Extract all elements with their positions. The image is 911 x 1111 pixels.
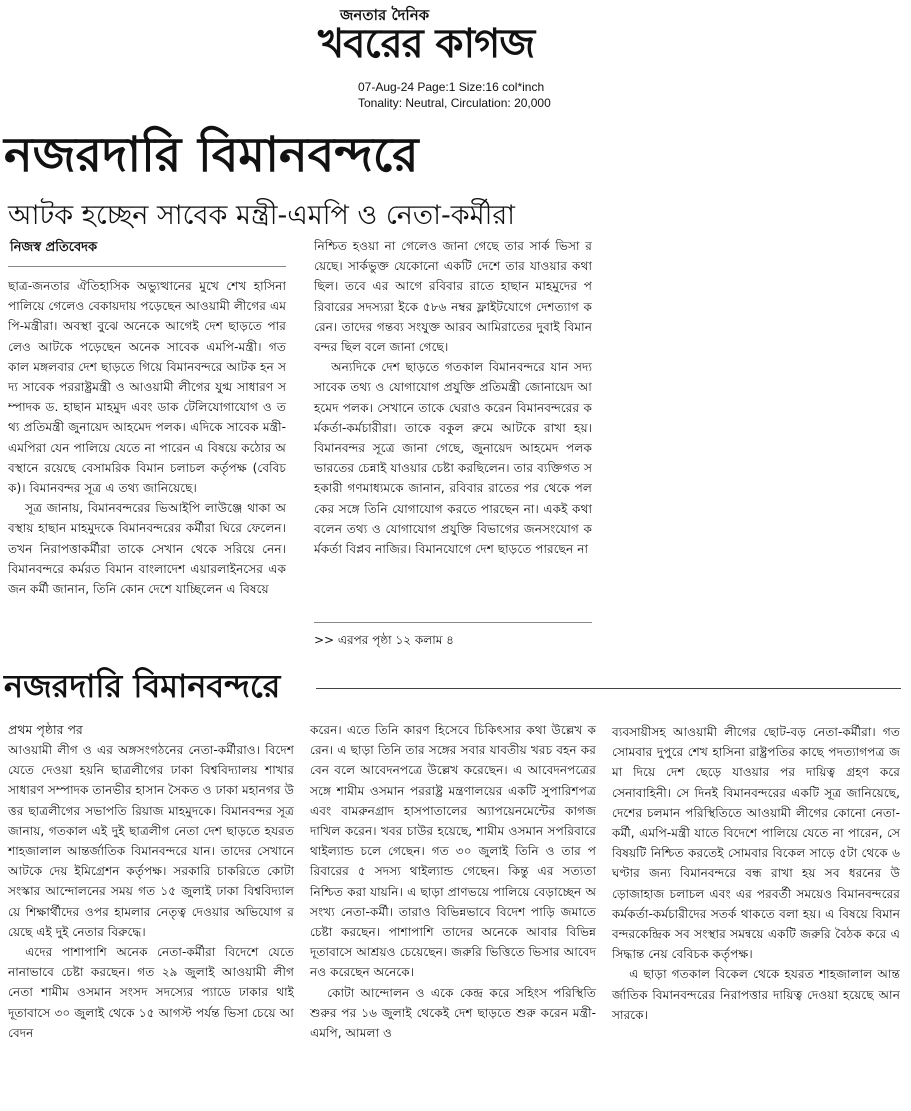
article-paragraph: ব্যবসায়ীসহ আওয়ামী লীগের ছোট-বড় নেতা-কর্মীরা। গত সোমবার দুপুরে শেখ হাসিনা রাষ্ট্রপতির কাছে পদত্যাগপত্র জমা দিয়ে দেশ ছেড়ে যাওয়ার পর দায়িত্ব গ্রহণ করে সেনাবাহিনী। সে দিনই বিমানবন্দরের একটি সূত্র জানিয়েছে, দেশের চলমান পরিস্থিতিতে আওয়ামী লীগের কোনো নেতা-কর্মী, এমপি-মন্ত্রী যাতে বিদেশে পালিয়ে যেতে না পারেন, সে বিষয়টি নিশ্চিত করতেই সোমবার বিকেল সাড়ে ৫টা থেকে ৬ ঘণ্টার জন্য বিমানবন্দরে বন্ধ রাখা হয় সব ধরনের উড়োজাহাজ চলাচল এবং এর পরবর্তী সময়েও বিমানবন্দরের কর্মকর্তা-কর্মচারীদের সতর্ক থাকতে বলা হয়। এ বিষয়ে বিমানবন্দরকেন্দ্রিক সব সংস্থার সমন্বয়ে একটি জরুরি বৈঠক করে এ সিদ্ধান্ত নেয় বেবিচক কর্তৃপক্ষ। (612, 725, 900, 962)
byline-rule (8, 266, 286, 267)
article-subheadline: আটক হচ্ছেন সাবেক মন্ত্রী-এমপি ও নেতা-কর্মীরা (8, 200, 516, 231)
continuation-headline-rule (316, 688, 901, 689)
article-paragraph: অন্যদিকে দেশ ছাড়তে গতকাল বিমানবন্দরে যান সদ্য সাবেক তথ্য ও যোগাযোগ প্রযুক্তি প্রতিমন্ত্রী জোনায়েদ আহমেদ পলক। সেখানে তাকে ঘেরাও করেন বিমানবন্দরের কর্মকর্তা-কর্মচারীরা। তাকে বকুল রুমে আটকে রাখা হয়। বিমানবন্দর সূত্রে জানা গেছে, জুনায়েদ আহমেদ পলক ভারতের চেন্নাই যাওয়ার চেষ্টা করছিলেন। তার ব্যক্তিগত সহকারী গণমাধ্যমকে জানান, রবিবার রাতের পর থেকে পলকের সঙ্গে তিনি যোগাযোগ করতে পারছেন না। একই কথা বলেন তথ্য ও যোগাযোগ প্রযুক্তি বিভাগের জনসংযোগ কর্মকর্তা বিপ্লব নাজির। বিমানযোগে দেশ ছাড়তে পারছেন না (314, 360, 592, 557)
masthead-tagline: জনতার দৈনিক (340, 6, 430, 24)
continuation-headline: নজরদারি বিমানবন্দরে (4, 667, 281, 705)
jump-line: >> এরপর পৃষ্ঠা ১২ কলাম ৪ (314, 633, 454, 647)
continuation-column-2 (310, 720, 596, 1043)
jump-rule (314, 622, 592, 623)
continuation-from-label: প্রথম পৃষ্ঠার পর (8, 722, 83, 737)
clip-meta-line-2: Tonality: Neutral, Circulation: 20,000 (358, 96, 551, 110)
article-paragraph: ছাত্র-জনতার ঐতিহাসিক অভ্যুত্থানের মুখে শেখ হাসিনা পালিয়ে গেলেও বেকায়দায় পড়েছেন আওয়ামী লীগের এমপি-মন্ত্রীরা। অবস্থা বুঝে অনেকে আগেই দেশ ছাড়তে পারলেও আটকে পড়েছেন অনেক সাবেক এমপি-মন্ত্রী। গতকাল মঙ্গলবার দেশ ছাড়তে গিয়ে বিমানবন্দরে আটক হন সদ্য সাবেক পররাষ্ট্রমন্ত্রী ও আওয়ামী লীগের যুগ্ম সাধারণ সম্পাদক ড. হাছান মাহমুদ এবং ডাক টেলিযোগাযোগ ও তথ্য প্রতিমন্ত্রী জুনায়েদ আহমেদ পলক। এদিকে সাবেক মন্ত্রী-এমপিরা যেন পালিয়ে যেতে না পারেন এ বিষয়ে কঠোর অবস্থানে রয়েছে বেসামরিক বিমান চলাচল কর্তৃপক্ষ (বেবিচক)। বিমানবন্দর সূত্র এ তথ্য জানিয়েছে। (8, 279, 286, 496)
article-headline: নজরদারি বিমানবন্দরে (4, 127, 419, 183)
masthead-name: খবরের কাগজ (318, 21, 535, 67)
article-byline: নিজস্ব প্রতিবেদক (10, 240, 98, 255)
article-paragraph: কোটা আন্দোলন ও একে কেন্দ্র করে সহিংস পরিস্থিতি শুরুর পর ১৬ জুলাই থেকেই দেশ ছাড়তে শুরু করেন মন্ত্রী-এমপি, আমলা ও (310, 985, 596, 1041)
article-paragraph: আওয়ামী লীগ ও এর অঙ্গসংগঠনের নেতা-কর্মীরাও। বিদেশ যেতে দেওয়া হয়নি ছাত্রলীগের ঢাকা বিশ্ববিদ্যালয় শাখার সাধারণ সম্পাদক তানভীর হাসান সৈকত ও ঢাকা মহানগর উত্তর ছাত্রলীগের সভাপতি রিয়াজ মাহমুদকে। বিমানবন্দর সূত্র জানায়, গতকাল এই দুই ছাত্রলীগ নেতা দেশ ছাড়তে হযরত শাহজালাল আন্তর্জাতিক বিমানবন্দরে যান। তাদের সেখানে আটকে দেয় ইমিগ্রেশন কর্তৃপক্ষ। সরকারি চাকরিতে কোটা সংস্কার আন্দোলনের সময় গত ১৫ জুলাই ঢাকা বিশ্ববিদ্যালয়ে শিক্ষার্থীদের ওপর হামলার নেতৃত্ব দেওয়ার অভিযোগ রয়েছে এই দুই নেতার বিরুদ্ধে। (8, 743, 294, 939)
article-paragraph: সূত্র জানায়, বিমানবন্দরের ভিআইপি লাউঞ্জে থাকা অবস্থায় হাছান মাহমুদকে বিমানবন্দরের কর্মীরা ঘিরে ফেলেন। তখন নিরাপত্তাকর্মীরা তাকে সেখান থেকে সরিয়ে নেন। বিমানবন্দরে কর্মরত বিমান বাংলাদেশ এয়ারলাইনসের একজন কর্মী জানান, তিনি কোন দেশে যাচ্ছিলেন এ বিষয়ে (8, 501, 286, 597)
article-paragraph: এদের পাশাপাশি অনেক নেতা-কর্মীরা বিদেশে যেতে নানাভাবে চেষ্টা করছেন। গত ২৯ জুলাই আওয়ামী লীগ নেতা শামীম ওসমান সংসদ সদস্যের প্যাডে ঢাকার থাই দূতাবাসে ৩০ জুলাই থেকে ১৫ আগস্ট পর্যন্ত ভিসা চেয়ে আবেদন (8, 945, 294, 1040)
article-paragraph: এ ছাড়া গতকাল বিকেল থেকে হযরত শাহজালাল আন্তর্জাতিক বিমানবন্দরের নিরাপত্তার দায়িত্ব দেওয়া হয়েছে আনসারকে। (612, 967, 900, 1022)
clip-meta-line-1: 07-Aug-24 Page:1 Size:16 col*inch (358, 80, 545, 94)
article-paragraph: করেন। এতে তিনি কারণ হিসেবে চিকিৎসার কথা উল্লেখ করেন। এ ছাড়া তিনি তার সঙ্গের সবার যাবতীয় খরচ বহন করবেন বলে আবেদনপত্রে উল্লেখ করেছেন। এ আবেদনপত্রের সঙ্গে শামীম ওসমান পররাষ্ট্র মন্ত্রণালয়ের একটি সুপারিশপত্র এবং বামরুনগ্রাদ হাসপাতালের অ্যাপয়েনমেন্টের কাগজ দাখিল করেন। খবর চাউর হয়েছে, শামীম ওসমান সপরিবারে থাইল্যান্ড চলে গেছেন। গত ৩০ জুলাই তিনি ও তার পরিবারের ৫ সদস্য থাইল্যান্ড গেছেন। কিন্তু এর সত্যতা নিশ্চিত করা যায়নি। এ ছাড়া প্রাণভয়ে পালিয়ে বেড়াচ্ছেন অসংখ্য নেতা-কর্মী। তারাও বিভিন্নভাবে বিদেশ পাড়ি জমাতে চেষ্টা করছেন। পাশাপাশি তাদের অনেকে আবার বিভিন্ন দূতাবাসে আশ্রয়ও চেয়েছেন। জরুরি ভিত্তিতে ভিসার আবেদনও করেছেন অনেকে। (310, 723, 596, 980)
article-column-2 (314, 236, 592, 559)
continuation-column-3 (612, 722, 900, 1025)
article-column-1 (8, 276, 286, 599)
continuation-column-1 (8, 740, 294, 1043)
article-paragraph: নিশ্চিত হওয়া না গেলেও জানা গেছে তার সার্ক ভিসা রয়েছে। সার্কভুক্ত যেকোনো একটি দেশে তার যাওয়ার কথা ছিল। তবে এর আগে রবিবার রাতে হাছান মাহমুদের পরিবারের সদস্যরা ইকে ৫৮৬ নম্বর ফ্লাইটযোগে দেশত্যাগ করেন। তাদের গন্তব্য সংযুক্ত আরব আমিরাতের দুবাই বিমানবন্দর ছিল বলে জানা গেছে। (314, 239, 592, 355)
